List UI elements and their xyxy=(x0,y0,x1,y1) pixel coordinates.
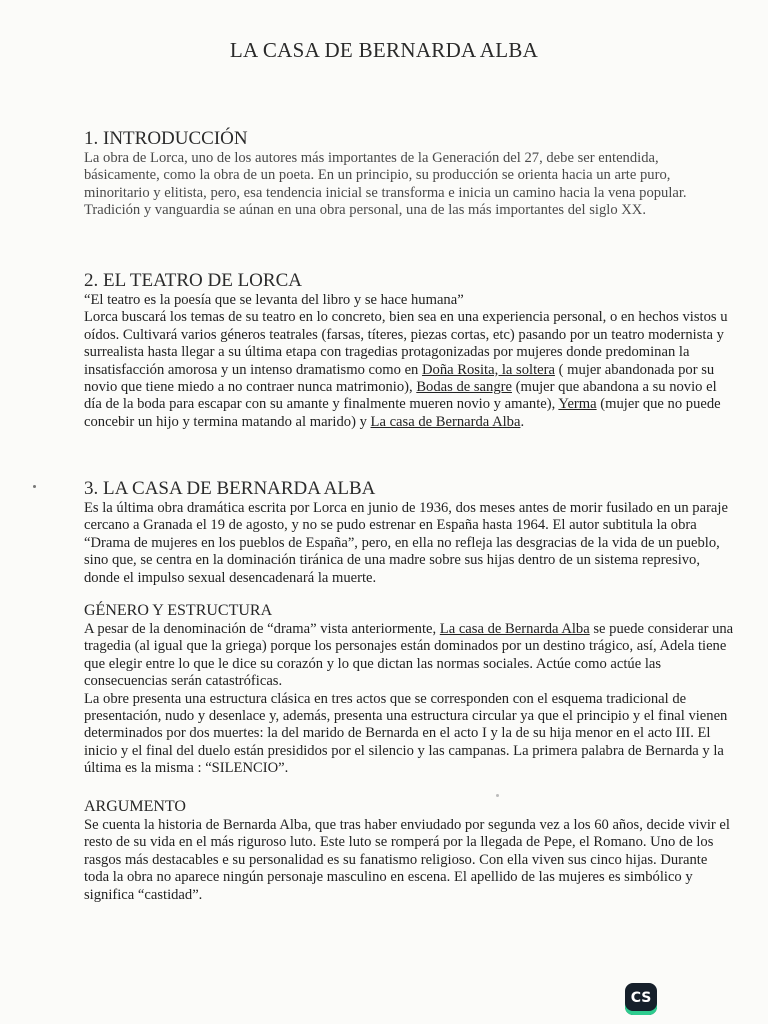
work-title-bodas-de-sangre: Bodas de sangre xyxy=(416,379,512,396)
section-paragraph: La obre presenta una estructura clásica en tres actos que se corresponden con el esquema tradicional de presentación, nudo y desenlace y, además, presenta una estructura circular ya que el principio y el final vienen determinados por dos muertes: la del marido de Bernarda en el acto I y la de su hija menor en el acto III. El inicio y el final del duelo están presididos por el silencio y las campanas. La primera palabra de Bernarda y la última es la misma : “SILENCIO”. xyxy=(84,690,728,777)
camscanner-logo-icon: CS xyxy=(625,983,657,1015)
section-paragraph: La obra de Lorca, uno de los autores más importantes de la Generación del 27, debe ser entendida, básicamente, como la obra de un poeta. En un principio, su producción se orienta hacia un arte puro, minoritario y elitista, pero, esa tendencia inicial se transforma e inicia un camino hacia la vena popular. Tradición y vanguardia se aúnan en una obra personal, una de las más importantes del siglo XX. xyxy=(84,150,687,219)
section-paragraph: Es la última obra dramática escrita por Lorca en junio de 1936, dos meses antes de morir fusilado en un paraje cercano a Granada el 19 de agosto, y no se pudo estrenar en España hasta 1964. El autor subtitula la obra “Drama de mujeres en los pueblos de España”, pero, en ella no refleja las desgracias de la vida de un pueblo, sino que, se centra en la dominación tiránica de una madre sobre sus hijas dentro de un sistema represivo, donde el impulso sexual desencadenará la muerte. xyxy=(84,500,728,586)
section-heading: ARGUMENTO xyxy=(84,798,186,815)
section-paragraph xyxy=(84,309,734,431)
section-heading: 1. INTRODUCCIÓN xyxy=(84,128,248,149)
section-teatro xyxy=(84,270,734,431)
paragraph-text: ( mujer abandonada por su novio que tiene miedo a no contraer nunca matrimonio), xyxy=(84,361,715,396)
paragraph-text: (mujer que no puede concebir un hijo y termina matando al marido) y xyxy=(84,396,721,430)
section-genero-estructura xyxy=(84,601,734,778)
section-heading: 2. EL TEATRO DE LORCA xyxy=(84,270,302,291)
work-title-yerma: Yerma xyxy=(558,396,597,413)
section-heading: 3. LA CASA DE BERNARDA ALBA xyxy=(84,478,376,499)
work-title-bernarda-alba: La casa de Bernarda Alba xyxy=(370,413,521,430)
section-casa-bernarda-alba xyxy=(84,478,734,587)
section-introduccion xyxy=(84,128,734,220)
work-title-dona-rosita: Doña Rosita, la soltera xyxy=(422,361,555,378)
paragraph-text: se puede considerar una tragedia (al igual que la griega) porque los personajes están dominados por un destino trágico, así, Adela tiene que elegir entre lo que le dice su corazón y lo que dictan las normas sociales. Actúe como actúe las consecuencias serán catastróficas. xyxy=(84,621,734,690)
scan-speck xyxy=(33,485,36,488)
work-title-bernarda-alba: La casa de Bernarda Alba xyxy=(439,621,590,637)
section-heading: GÉNERO Y ESTRUCTURA xyxy=(84,602,273,619)
section-paragraph xyxy=(84,621,734,691)
paragraph-text: A pesar de la denominación de “drama” vista anteriormente, xyxy=(84,621,440,637)
document-title: LA CASA DE BERNARDA ALBA xyxy=(229,38,539,62)
paragraph-text: Lorca buscará los temas de su teatro en lo concreto, bien sea en una experiencia personal, o en hechos vistos u oídos. Cultivará varios géneros teatrales (farsas, títeres, piezas cortas, etc) pasando por un teatro modernista y surrealista hasta llegar a su última etapa con tragedias protagonizadas por mujeres donde predominan la insatisfacción amorosa y un intenso dramatismo como en xyxy=(84,309,728,378)
scan-speck xyxy=(496,794,499,797)
section-paragraph: Se cuenta la historia de Bernarda Alba, que tras haber enviudado por segunda vez a los 60 años, decide vivir el resto de su vida en el más riguroso luto. Este luto se romperá por la llegada de Pepe, el Romano. Uno de los rasgos más destacables e su personalidad es su fanatismo religioso. Con ella viven sus cinco hijas. Durante toda la obra no aparece ningún personaje masculino en escena. El apellido de las mujeres es simbólico y significa “castidad”. xyxy=(84,817,730,903)
quote: “El teatro es la poesía que se levanta del libro y se hace humana” xyxy=(84,292,464,308)
paragraph-text: . xyxy=(520,413,525,430)
paragraph-text: (mujer que abandona a su novio el día de la boda para escapar con su amante y finalmente mueren novio y amante), xyxy=(84,379,717,413)
section-argumento xyxy=(84,797,734,904)
